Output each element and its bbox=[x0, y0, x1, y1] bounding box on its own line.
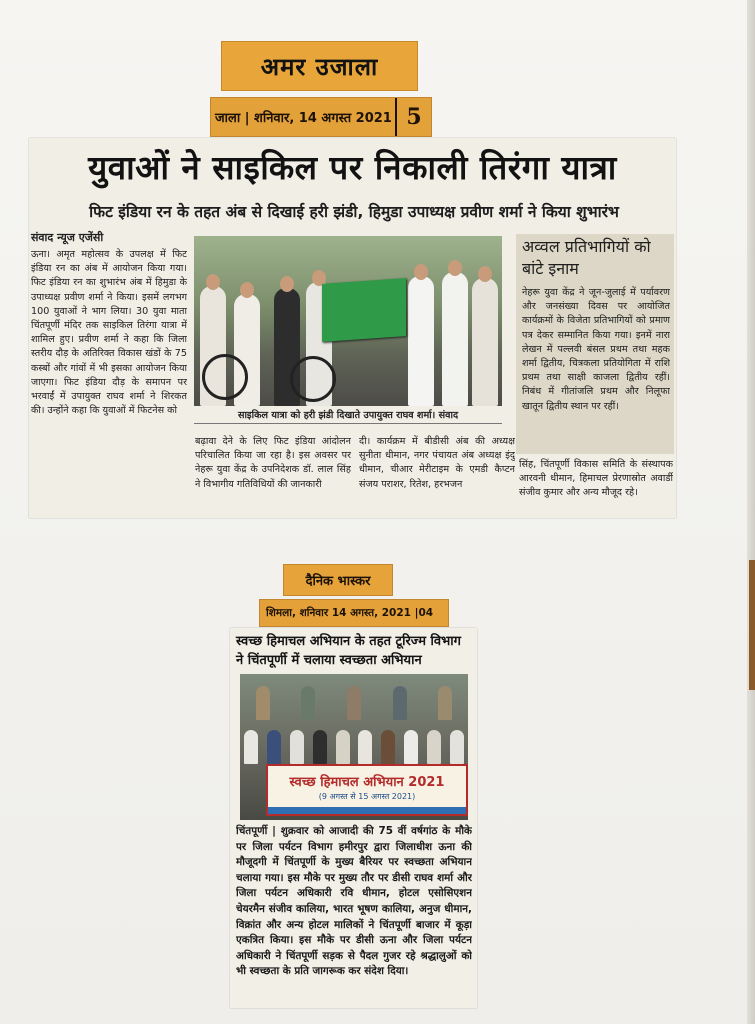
masthead-text: अमर उजाला bbox=[260, 51, 379, 81]
photo-shape bbox=[393, 686, 407, 720]
photo-figure bbox=[442, 272, 468, 406]
newspaper-masthead-dainik-bhaskar bbox=[283, 564, 393, 596]
photo-shape bbox=[438, 686, 452, 720]
article-headline: स्वच्छ हिमाचल अभियान के तहत टूरिज्म विभाग ने चिंतपूर्णी में चलाया स्वच्छता अभियान bbox=[236, 634, 461, 668]
article-column-3: दी। कार्यक्रम में बीडीसी अंब की अध्यक्ष सुनीता धीमान, नगर पंचायत अंब अध्यक्ष इंदु धीमान, चीआर मेरीटाइम के एमडी कैप्टन संजय पराशर, रितेश, हरभजन bbox=[359, 436, 515, 490]
photo-figure bbox=[381, 730, 395, 764]
photo-figure-head bbox=[206, 274, 220, 290]
photo-shape bbox=[347, 686, 361, 720]
article-column-1: ऊना। अमृत महोत्सव के उपलक्ष में फिट इंडिया रन का अंब में आयोजन किया गया। फिट इंडिया रन का शुभारंभ अंब में हिमुडा के उपाध्यक्ष प्रवीण शर्मा ने किया। इसमें लगभग 100 युवाओं ने भाग लिया। 30 युवा माता चिंतपूर्णी मंदिर तक साइकिल तिरंगा यात्रा में शामिल हुए। प्रवीण शर्मा ने कहा कि जिला स्तरीय दौड़ के अतिरिक्त विकास खंडों के 75 कस्बों और गांवों में भी इसका आयोजन किया जाएगा। फिट इंडिया दौड़ के समापन पर भरवाईं में उपायुक्त राघव शर्मा ने शिरकत की। उन्होंने कहा कि युवाओं में फिटनेस को bbox=[31, 249, 187, 417]
banner-date: (9 अगस्त से 15 अगस्त 2021) bbox=[318, 792, 416, 801]
banner-title: स्वच्छ हिमाचल अभियान 2021 bbox=[289, 775, 445, 790]
sidebar-body: नेहरू युवा केंद्र ने जून-जुलाई में पर्यावरण और जनसंख्या दिवस पर आयोजित कार्यक्रमों के विजेता प्रतिभागियों को प्रमाण पत्र देकर सम्मानित किया गया। इनमें नारा लेखन में पल्लवी बंसल प्रथम तथा महक शर्मा द्वितीय, चित्रकला प्रतियोगिता में राशि प्रथम तथा साक्षी काजला द्वितीय रहीं। निबंध में गीतांजलि प्रथम और निलूफा खातून द्वितीय स्थान पर रहीं। bbox=[522, 287, 670, 412]
photo-figure bbox=[267, 730, 281, 764]
article-column-4: सिंह, चिंतपूर्णी विकास समिति के संस्थापक आरवनी धीमान, हिमाचल प्रेरणास्रोत अवार्डी संजीव कुमार और अन्य मौजूद रहे। bbox=[519, 459, 673, 499]
green-flag bbox=[322, 278, 406, 342]
dateline-strip bbox=[259, 599, 449, 627]
news-clipping-cleanliness-drive bbox=[230, 628, 477, 1008]
article-body: चिंतपूर्णी | शुक्रवार को आजादी की 75 वीं वर्षगांठ के मौके पर जिला पर्यटन विभाग हमीरपुर द्वारा जिलाधीश ऊना की मौजूदगी में चिंतपूर्णी के मुख्य बैरियर पर स्वच्छता अभियान चलाया गया। इस मौके पर मुख्य तौर पर डीसी राघव शर्मा और जिला पर्यटन अधिकारी रवि धीमान, होटल एसोसिएशन चेयरमैन संजीव कालिया, भारत भूषण कालिया, अनुज धीमान, विक्रांत और अन्य होटल मालिकों ने चिंतपूर्णी बाजार में कूड़ा एकत्रित किया। इस मौके पर डीसी ऊना और जिला पर्यटन अधिकारी ने चिंतपूर्णी सड़क से पैदल गुजर रहे श्रद्धालुओं को भी स्वच्छता के प्रति जागरूक कर संदेश दिया। bbox=[236, 825, 472, 978]
photo-figure bbox=[408, 276, 434, 406]
article-subheadline: फिट इंडिया रन के तहत अंब से दिखाई हरी झंडी, हिमुडा उपाध्यक्ष प्रवीण शर्मा ने किया शुभारंभ bbox=[89, 203, 619, 221]
news-clipping-cycle-rally bbox=[29, 138, 676, 518]
photo-figure bbox=[427, 730, 441, 764]
banner-band bbox=[268, 807, 466, 814]
photo-shape bbox=[301, 686, 315, 720]
photo-figure-head bbox=[414, 264, 428, 280]
photo-figure bbox=[450, 730, 464, 764]
photo-figure-head bbox=[240, 282, 254, 298]
bicycle-wheel bbox=[202, 354, 248, 400]
photo-figure bbox=[358, 730, 372, 764]
photo-figure-head bbox=[448, 260, 462, 276]
photo-building-row bbox=[240, 686, 468, 720]
photo-figure-head bbox=[478, 266, 492, 282]
newspaper-masthead-amar-ujala bbox=[221, 41, 418, 91]
photo-figure bbox=[313, 730, 327, 764]
photo-figure bbox=[472, 278, 498, 406]
photo-people-row bbox=[240, 730, 468, 764]
sidebar-heading: अव्वल प्रतिभागियों को बांटे इनाम bbox=[522, 237, 651, 278]
masthead-text: दैनिक भास्कर bbox=[305, 574, 371, 589]
sidebar-box-awards bbox=[516, 234, 674, 454]
byline-agency: संवाद न्यूज एजेंसी bbox=[31, 231, 104, 244]
photo-shape bbox=[256, 686, 270, 720]
dateline-text: जाला | शनिवार, 14 अगस्त 2021 bbox=[215, 111, 392, 126]
campaign-banner bbox=[266, 764, 468, 816]
photo-figure-head bbox=[280, 276, 294, 292]
photo-figure bbox=[244, 730, 258, 764]
page-number: 5 bbox=[395, 98, 431, 136]
photo-figure bbox=[404, 730, 418, 764]
photo-caption: साइकिल यात्रा को हरी झंडी दिखाते उपायुक्त राघव शर्मा। संवाद bbox=[237, 410, 459, 421]
photo-cleanliness-group bbox=[240, 674, 468, 820]
dateline-strip bbox=[210, 97, 432, 137]
dateline-text: शिमला, शनिवार 14 अगस्त, 2021 |04 bbox=[266, 607, 434, 619]
caption-rule bbox=[194, 423, 502, 424]
photo-cycle-rally-flag-off bbox=[194, 236, 502, 406]
photo-figure bbox=[290, 730, 304, 764]
binder-tab bbox=[749, 560, 755, 690]
article-column-2: बढ़ावा देने के लिए फिट इंडिया आंदोलन परिचालित किया जा रहा है। इस अवसर पर नेहरू युवा केंद्र के उपनिदेशक डॉ. लाल सिंह ने विभागीय गतिविधियों की जानकारी bbox=[195, 436, 351, 490]
photo-figure bbox=[336, 730, 350, 764]
page-edge bbox=[747, 0, 755, 1024]
article-headline: युवाओं ने साइकिल पर निकाली तिरंगा यात्रा bbox=[88, 148, 617, 187]
bicycle-wheel bbox=[290, 356, 336, 402]
